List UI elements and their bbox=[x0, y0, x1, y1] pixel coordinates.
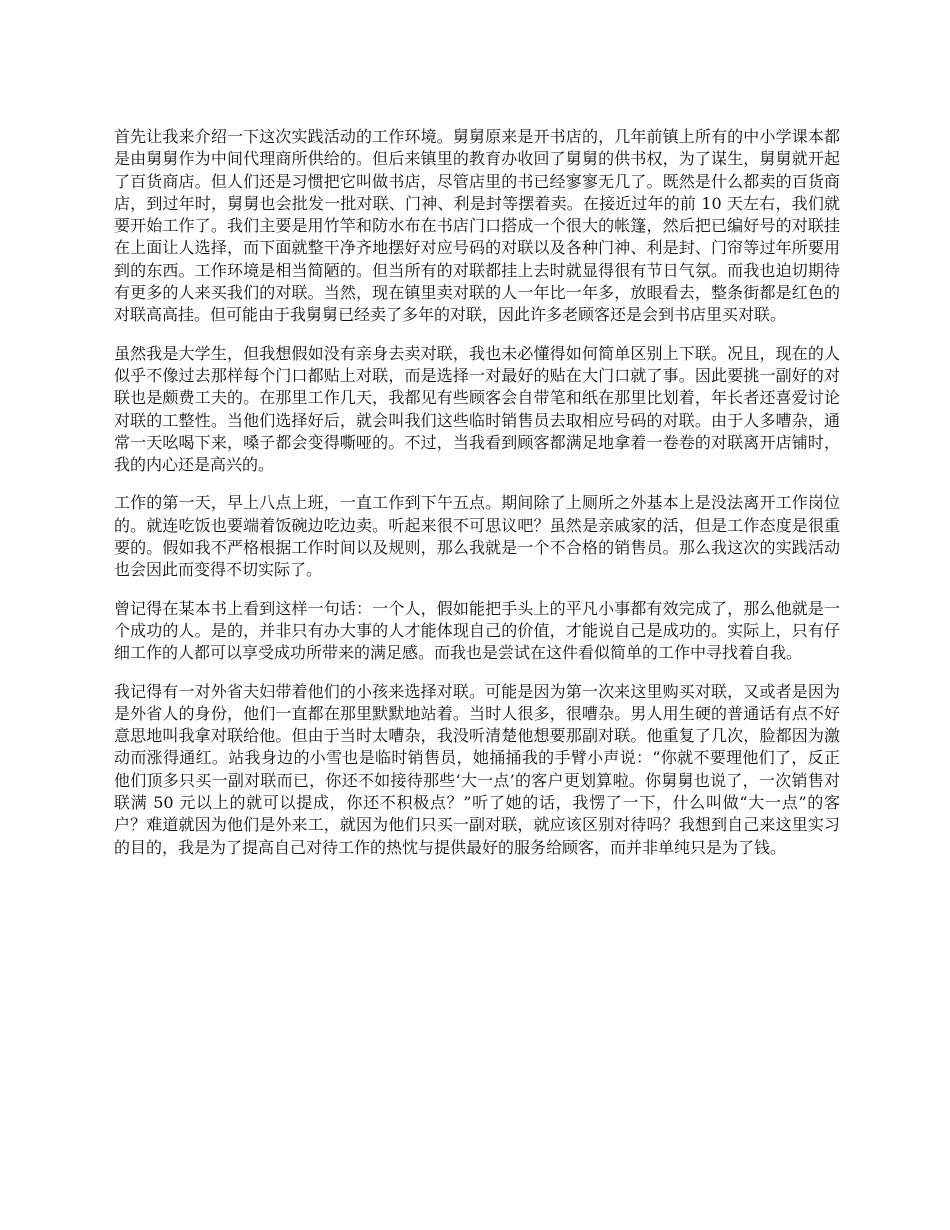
paragraph-work-environment: 首先让我来介绍一下这次实践活动的工作环境。舅舅原来是开书店的，几年前镇上所有的中小学课本都是由舅舅作为中间代理商所供给的。但后来镇里的教育办收回了舅舅的供书权，为了谋生，舅舅就开起了百货商店。但人们还是习惯把它叫做书店，尽管店里的书已经寥寥无几了。既然是什么都卖的百货商店，到过年时，舅舅也会批发一批对联、门神、利是封等摆着卖。在接近过年的前 10 天左右，我们就要开始工作了。我们主要是用竹竿和防水布在书店门口搭成一个很大的帐篷，然后把已编好号的对联挂在上面让人选择，而下面就整干净齐地摆好对应号码的对联以及各种门神、利是封、门帘等过年所要用到的东西。工作环境是相当简陋的。但当所有的对联都挂上去时就显得很有节日气氛。而我也迫切期待有更多的人来买我们的对联。当然，现在镇里卖对联的人一年比一年多，放眼看去，整条街都是红色的对联高高挂。但可能由于我舅舅已经卖了多年的对联，因此许多老顾客还是会到书店里买对联。 bbox=[114, 127, 840, 325]
document-body bbox=[114, 126, 840, 875]
paragraph-small-things: 曾记得在某本书上看到这样一句话：一个人，假如能把手头上的平凡小事都有效完成了，那么他就是一个成功的人。是的，并非只有办大事的人才能体现自己的价值，才能说自己是成功的。实际上，只有仔细工作的人都可以享受成功所带来的满足感。而我也是尝试在这件看似简单的工作中寻找着自我。 bbox=[114, 598, 840, 663]
paragraph-first-day: 工作的第一天，早上八点上班，一直工作到下午五点。期间除了上厕所之外基本上是没法离开工作岗位的。就连吃饭也要端着饭碗边吃边卖。听起来很不可思议吧？虽然是亲戚家的活，但是工作态度是很重要的。假如我不严格根据工作时间以及规则，那么我就是一个不合格的销售员。那么我这次的实践活动也会因此而变得不切实际了。 bbox=[114, 493, 840, 580]
paragraph-selecting-couplets: 虽然我是大学生，但我想假如没有亲身去卖对联，我也未必懂得如何简单区别上下联。况且，现在的人似乎不像过去那样每个门口都贴上对联，而是选择一对最好的贴在大门口就了事。因此要挑一副好的对联也是颇费工夫的。在那里工作几天，我都见有些顾客会自带笔和纸在那里比划着，年长者还喜爱讨论对联的工整性。当他们选择好后，就会叫我们这些临时销售员去取相应号码的对联。由于人多嘈杂，通常一天吆喝下来，嗓子都会变得嘶哑的。不过，当我看到顾客都满足地拿着一卷卷的对联离开店铺时，我的内心还是高兴的。 bbox=[114, 343, 840, 475]
paragraph-customer-story: 我记得有一对外省夫妇带着他们的小孩来选择对联。可能是因为第一次来这里购买对联，又或者是因为是外省人的身份，他们一直都在那里默默地站着。当时人很多，很嘈杂。男人用生硬的普通话有点不好意思地叫我拿对联给他。但由于当时太嘈杂，我没听清楚他想要那副对联。他重复了几次，脸都因为激动而涨得通红。站我身边的小雪也是临时销售员，她捅捅我的手臂小声说：“你就不要理他们了，反正他们顶多只买一副对联而已，你还不如接待那些‘大一点’的客户更划算啦。你舅舅也说了，一次销售对联满 50 元以上的就可以提成，你还不积极点？”听了她的话，我愣了一下，什么叫做“大一点”的客户？难道就因为他们是外来工，就因为他们只买一副对联，就应该区别对待吗？我想到自己来这里实习的目的，我是为了提高自己对待工作的热忱与提供最好的服务给顾客，而并非单纯只是为了钱。 bbox=[114, 681, 840, 857]
